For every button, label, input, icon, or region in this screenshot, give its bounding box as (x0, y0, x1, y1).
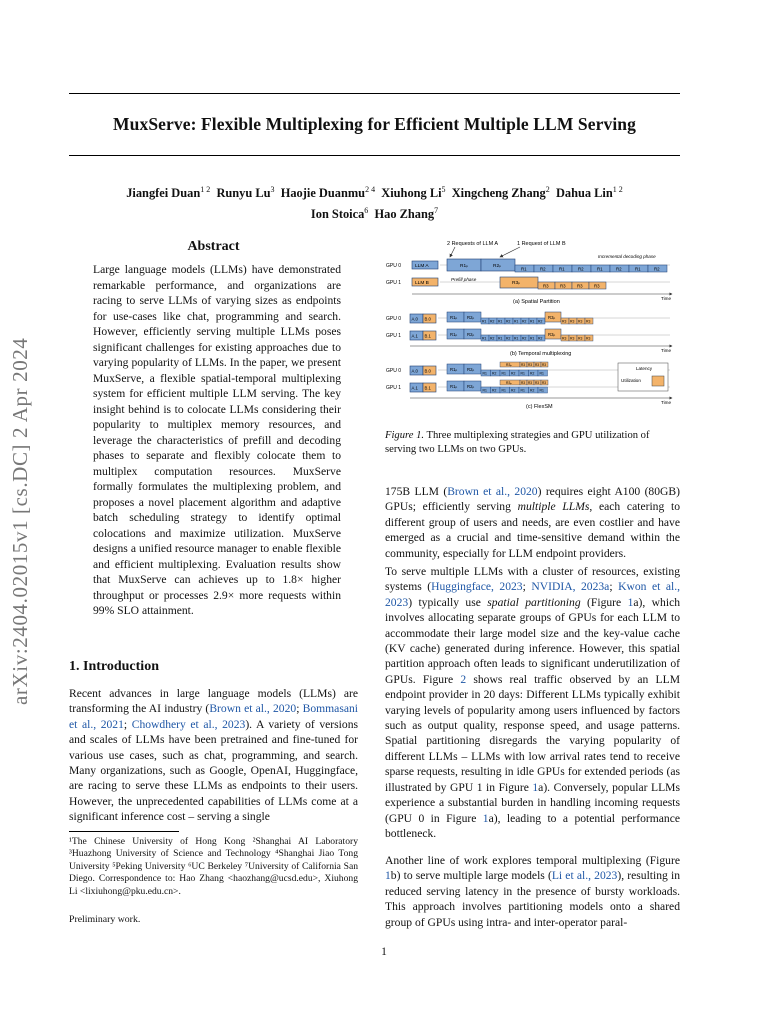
author-line-2 (69, 202, 680, 223)
svg-text:R3: R3 (521, 381, 526, 385)
svg-text:R1ₚ: R1ₚ (450, 332, 458, 337)
a1-label: A.1 (411, 385, 418, 391)
gpu0-label: GPU 0 (386, 368, 402, 374)
author-affiliation: 7 (434, 206, 439, 216)
b1-label: B.1 (424, 385, 431, 391)
author-list (69, 181, 680, 223)
svg-text:R2: R2 (540, 266, 546, 272)
svg-text:R1: R1 (539, 371, 544, 376)
svg-text:R3: R3 (562, 336, 567, 341)
svg-text:R3: R3 (528, 363, 533, 367)
author-affiliation: 5 (441, 185, 446, 194)
svg-text:R2: R2 (506, 319, 511, 324)
llm-b-label: LLM B (415, 281, 429, 286)
text-span: ; (296, 702, 303, 716)
time-label: Time (661, 348, 672, 353)
decode-blocks-gpu0 (515, 265, 667, 272)
page-number: 1 (381, 946, 387, 958)
author-affiliation: 1 2 (200, 185, 211, 194)
svg-text:R2: R2 (506, 336, 511, 341)
section-heading-introduction: 1. Introduction (69, 659, 159, 674)
intro-paragraph (69, 686, 358, 825)
paragraph-temporal-multiplexing (385, 853, 680, 930)
text-span: ; (609, 580, 619, 594)
svg-text:R3: R3 (528, 381, 533, 385)
time-label: Time (661, 296, 672, 301)
svg-text:R2: R2 (490, 319, 495, 324)
flexsm-blocks (447, 362, 548, 393)
svg-text:R1: R1 (501, 371, 506, 376)
figure-1 (380, 236, 680, 416)
paragraph-cost (385, 484, 680, 561)
svg-text:R1ₚ: R1ₚ (450, 384, 458, 389)
a1-label: A.1 (411, 333, 418, 339)
svg-text:R2: R2 (616, 266, 622, 272)
svg-text:R1: R1 (635, 266, 641, 272)
gpu0-label: GPU 0 (386, 316, 402, 322)
svg-text:R3ₚ: R3ₚ (506, 381, 512, 385)
gpu1-label: GPU 1 (386, 280, 402, 286)
figure-ref-link[interactable]: 1 (532, 780, 539, 794)
r3p-label: R3ₚ (512, 281, 521, 286)
svg-text:R2: R2 (511, 388, 516, 393)
svg-text:R2: R2 (530, 371, 535, 376)
svg-text:R2ₚ: R2ₚ (467, 315, 475, 320)
citation-link[interactable]: Brown et al., 2020 (209, 702, 297, 716)
author-affiliation: 1 2 (612, 185, 623, 194)
top-rule (69, 93, 680, 94)
svg-text:R2: R2 (522, 336, 527, 341)
svg-text:R3: R3 (535, 363, 540, 367)
emphasis: multiple LLMs (517, 500, 590, 514)
citation-link[interactable]: Kwon et al., 2023 (385, 580, 680, 609)
svg-text:R3: R3 (577, 283, 583, 289)
svg-text:R3ₚ: R3ₚ (548, 315, 556, 320)
arrow-requests-a (450, 247, 455, 257)
paragraph-spatial-partitioning (385, 564, 680, 841)
figure-ref-link[interactable]: 1 (385, 869, 391, 883)
caption-text: Three multiplexing strategies and GPU utilization of serving two LLMs on two GPUs. (385, 430, 650, 455)
text-span: 175B LLM ( (385, 485, 448, 498)
svg-text:R1: R1 (482, 336, 487, 341)
latency-label: Latency (636, 366, 653, 371)
svg-text:R3ₚ: R3ₚ (548, 332, 556, 337)
author-line-1 (69, 181, 680, 202)
svg-text:R1: R1 (521, 266, 527, 272)
citation-link[interactable]: Li et al., 2023 (551, 869, 618, 883)
svg-text:R3: R3 (578, 336, 583, 341)
title-rule (69, 155, 680, 156)
time-label: Time (661, 400, 672, 405)
text-span: , each catering to different group of users and needs, are even costlier and have emerged as a crucial and time-sensitive demand within the community, especially for LLM endpoint providers. (385, 500, 680, 560)
svg-text:R2: R2 (578, 266, 584, 272)
svg-text:R1: R1 (597, 266, 603, 272)
svg-text:R2: R2 (492, 388, 497, 393)
svg-text:R2ₚ: R2ₚ (467, 384, 475, 389)
author-name: Jiangfei Duan (126, 186, 201, 201)
svg-text:R2: R2 (522, 319, 527, 324)
emphasis: spatial partitioning (487, 595, 581, 609)
text-span: ). A variety of versions and scales of LLMs have been pretrained and fine-tuned for various use cases, such as chat, programming, and search. Many organizations, such as Google, OpenAI, Huggingface, are racing to serve these LLMs as endpoints to their users. However, the unprecedented capabilities of LLMs come at a significant inference cost – serving a single (69, 717, 359, 824)
arrow-requests-b (500, 247, 520, 257)
subcaption-c: (c) FlexSM (526, 404, 553, 410)
abstract-heading: Abstract (187, 239, 240, 254)
svg-text:R3: R3 (594, 283, 600, 289)
svg-text:R3: R3 (535, 381, 540, 385)
svg-text:R2: R2 (511, 371, 516, 376)
svg-text:R1: R1 (498, 319, 503, 324)
label-requests-b: 1 Request of LLM B (517, 241, 566, 247)
figure-1-diagram (380, 236, 680, 416)
r2p-label: R2ₚ (493, 264, 502, 269)
b0-label: B.0 (424, 368, 431, 374)
svg-text:R1: R1 (482, 371, 487, 376)
author-name: Dahua Lin (555, 186, 613, 201)
svg-text:R3: R3 (542, 363, 547, 367)
svg-text:R2: R2 (538, 336, 543, 341)
label-requests-a: 2 Requests of LLM A (447, 241, 499, 247)
citation-link[interactable]: Bommasani et al., 2021 (69, 702, 358, 731)
svg-text:R3: R3 (586, 319, 591, 324)
figure-ref-link[interactable]: 1 (627, 595, 634, 609)
llm-a-label: LLM A (415, 264, 429, 269)
text-span: ), resulting in reduced serving latency in the presence of bursty workloads. This approach involves partitioning models onto a shared group of GPUs using intra- and inter-operator paral- (385, 869, 681, 929)
svg-text:R3: R3 (578, 319, 583, 324)
svg-text:R1: R1 (514, 319, 519, 324)
svg-text:R3: R3 (562, 319, 567, 324)
utilization-label: Utilization (621, 378, 641, 383)
svg-text:R3ₚ: R3ₚ (506, 363, 512, 367)
svg-text:R1: R1 (482, 388, 487, 393)
author-affiliation: 3 (270, 185, 275, 194)
gpu1-label: GPU 1 (386, 385, 402, 391)
decode-blocks-gpu1 (538, 282, 606, 289)
svg-text:R3: R3 (560, 283, 566, 289)
svg-text:R2ₚ: R2ₚ (467, 332, 475, 337)
figure-ref-link[interactable]: 2 (460, 672, 467, 686)
svg-text:R2ₚ: R2ₚ (467, 367, 475, 372)
figure-1-caption (385, 429, 680, 456)
latency-utilization-legend (618, 363, 668, 391)
author-name: Hao Zhang (374, 207, 435, 222)
text-span: Recent advances in large language models (LLMs) are transforming the AI industry ( (69, 687, 358, 716)
svg-text:R1: R1 (539, 388, 544, 393)
svg-text:R1ₚ: R1ₚ (450, 367, 458, 372)
citation-link[interactable]: Huggingface, 2023 (431, 580, 523, 594)
label-prefill: Prefill phase (451, 277, 477, 282)
caption-label: Figure 1. (385, 430, 425, 441)
a0-label: A.0 (411, 368, 418, 374)
svg-text:R3: R3 (521, 363, 526, 367)
svg-text:R2: R2 (530, 388, 535, 393)
author-affiliation: 2 (545, 185, 550, 194)
citation-link[interactable]: Chowdhery et al., 2023 (131, 717, 246, 731)
svg-text:R2: R2 (538, 319, 543, 324)
subcaption-b: (b) Temporal multiplexing (510, 351, 572, 357)
temporal-blocks (447, 312, 593, 341)
figure-ref-link[interactable]: 1 (482, 811, 489, 825)
svg-text:R1ₚ: R1ₚ (450, 315, 458, 320)
svg-text:R1: R1 (520, 371, 525, 376)
paper-title: MuxServe: Flexible Multiplexing for Efficient Multiple LLM Serving (113, 114, 636, 134)
svg-text:R3: R3 (542, 381, 547, 385)
text-span: To serve multiple LLMs with a cluster of resources, existing systems ( (385, 565, 680, 594)
text-span: ; (522, 580, 532, 594)
svg-text:R1: R1 (530, 319, 535, 324)
b1-label: B.1 (424, 333, 431, 339)
svg-text:R3: R3 (570, 319, 575, 324)
text-span: ; (123, 717, 132, 731)
text-span: ) requires eight A100 (80GB) GPUs; efficiently serving (385, 485, 680, 514)
svg-text:R1: R1 (530, 336, 535, 341)
preliminary-note: Preliminary work. (69, 914, 141, 925)
citation-link[interactable]: Brown et al., 2020 (447, 485, 538, 498)
abstract-text: Large language models (LLMs) have demonstrated remarkable performance, and organizations are racing to serve LLMs of varying sizes as endpoints for use-cases like chat, programming and search. However, efficiently serving multiple LLMs poses significant challenges for existing approaches due to varying popularity of LLMs. In the paper, we present MuxServe, a flexible spatial-temporal multiplexing system for efficient multiple LLM serving. The key insight behind is to colocate LLMs considering their popularity to multiplex memory resources, and leverage the characteristics of prefill and decoding phases to separate and flexibly colocate them to multiplex computation resources. MuxServe formally formulates the multiplexing problem, and proposes a novel placement algorithm and adaptive batch scheduling strategy to identify optimal colocations and maximize utilization. MuxServe designs a unified resource manager to enable flexible and efficient multiplexing. Evaluation results show that MuxServe can achieves up to 1.8× higher throughput or processes 2.9× more requests within 99% SLO attainment. (93, 263, 341, 617)
author-name: Xingcheng Zhang (451, 186, 546, 201)
text-span: shows real traffic observed by an LLM endpoint provider in 20 days: Different LLMs typically exhibit varying levels of popularity among users influenced by factors such as output quality, response speed, and usage patterns. Spatial partitioning disregards the varying popularity of different LLMs – LLMs with low arrival rates tend to receive sparse requests, resulting in idle GPUs for extended periods (as illustrated by GPU 1 in Figure (385, 672, 681, 794)
svg-text:R2: R2 (492, 371, 497, 376)
citation-link[interactable]: NVIDIA, 2023a (531, 580, 610, 594)
svg-text:R2: R2 (654, 266, 660, 272)
svg-text:R2: R2 (490, 336, 495, 341)
text-span: a), leading to a potential performance bottleneck. (385, 811, 680, 840)
svg-text:R1: R1 (514, 336, 519, 341)
author-name: Xiuhong Li (381, 186, 442, 201)
text-span: b) to serve multiple large models ( (390, 869, 552, 883)
b0-label: B.0 (424, 316, 431, 322)
footnote-rule (69, 831, 179, 832)
subcaption-a: (a) Spatial Partition (513, 299, 560, 305)
gpu0-label: GPU 0 (386, 263, 402, 269)
svg-text:R1: R1 (501, 388, 506, 393)
svg-text:R3: R3 (586, 336, 591, 341)
text-span: a). Conversely, popular LLMs experience a substantial burden in handling incoming requests (GPU 0 in Figure (385, 780, 680, 825)
author-affiliation: 6 (364, 206, 369, 216)
text-span: Another line of work explores temporal multiplexing (Figure (385, 854, 680, 867)
r1p-label: R1ₚ (460, 264, 469, 269)
text-span: (Figure (580, 595, 628, 609)
svg-text:R3: R3 (570, 336, 575, 341)
author-name: Haojie Duanmu (280, 186, 366, 201)
text-span: ) typically use (408, 595, 488, 609)
author-name: Runyu Lu (216, 186, 271, 201)
svg-text:R1: R1 (520, 388, 525, 393)
affiliation-footnote: ¹The Chinese University of Hong Kong ²Shanghai AI Laboratory ³Huazhong University of Science and Technology ⁴Shanghai Jiao Tong University ⁵Peking University ⁶UC Berkeley ⁷University of California San Diego. Correspondence to: Hao Zhang <haozhang@ucsd.edu>, Xiuhong Li <lixiuhong@pku.edu.cn>. (69, 836, 358, 897)
svg-text:R3: R3 (543, 283, 549, 289)
arxiv-identifier[interactable]: arXiv:2404.02015v1 [cs.DC] 2 Apr 2024 (8, 337, 32, 705)
a0-label: A.0 (411, 316, 418, 322)
author-affiliation: 2 4 (365, 185, 376, 194)
text-span: a), which involves allocating separate groups of GPUs for each LLM to accommodate their large model size and the key-value cache (KV cache) generated during inference. However, this spatial partition approach often leads to significant underutilization of GPUs. Figure (385, 595, 681, 686)
svg-text:R1: R1 (482, 319, 487, 324)
svg-text:R1: R1 (498, 336, 503, 341)
label-incremental: Incremental decoding phase (598, 254, 656, 259)
author-name: Ion Stoica (310, 207, 365, 222)
svg-text:R1: R1 (559, 266, 565, 272)
gpu1-label: GPU 1 (386, 333, 402, 339)
